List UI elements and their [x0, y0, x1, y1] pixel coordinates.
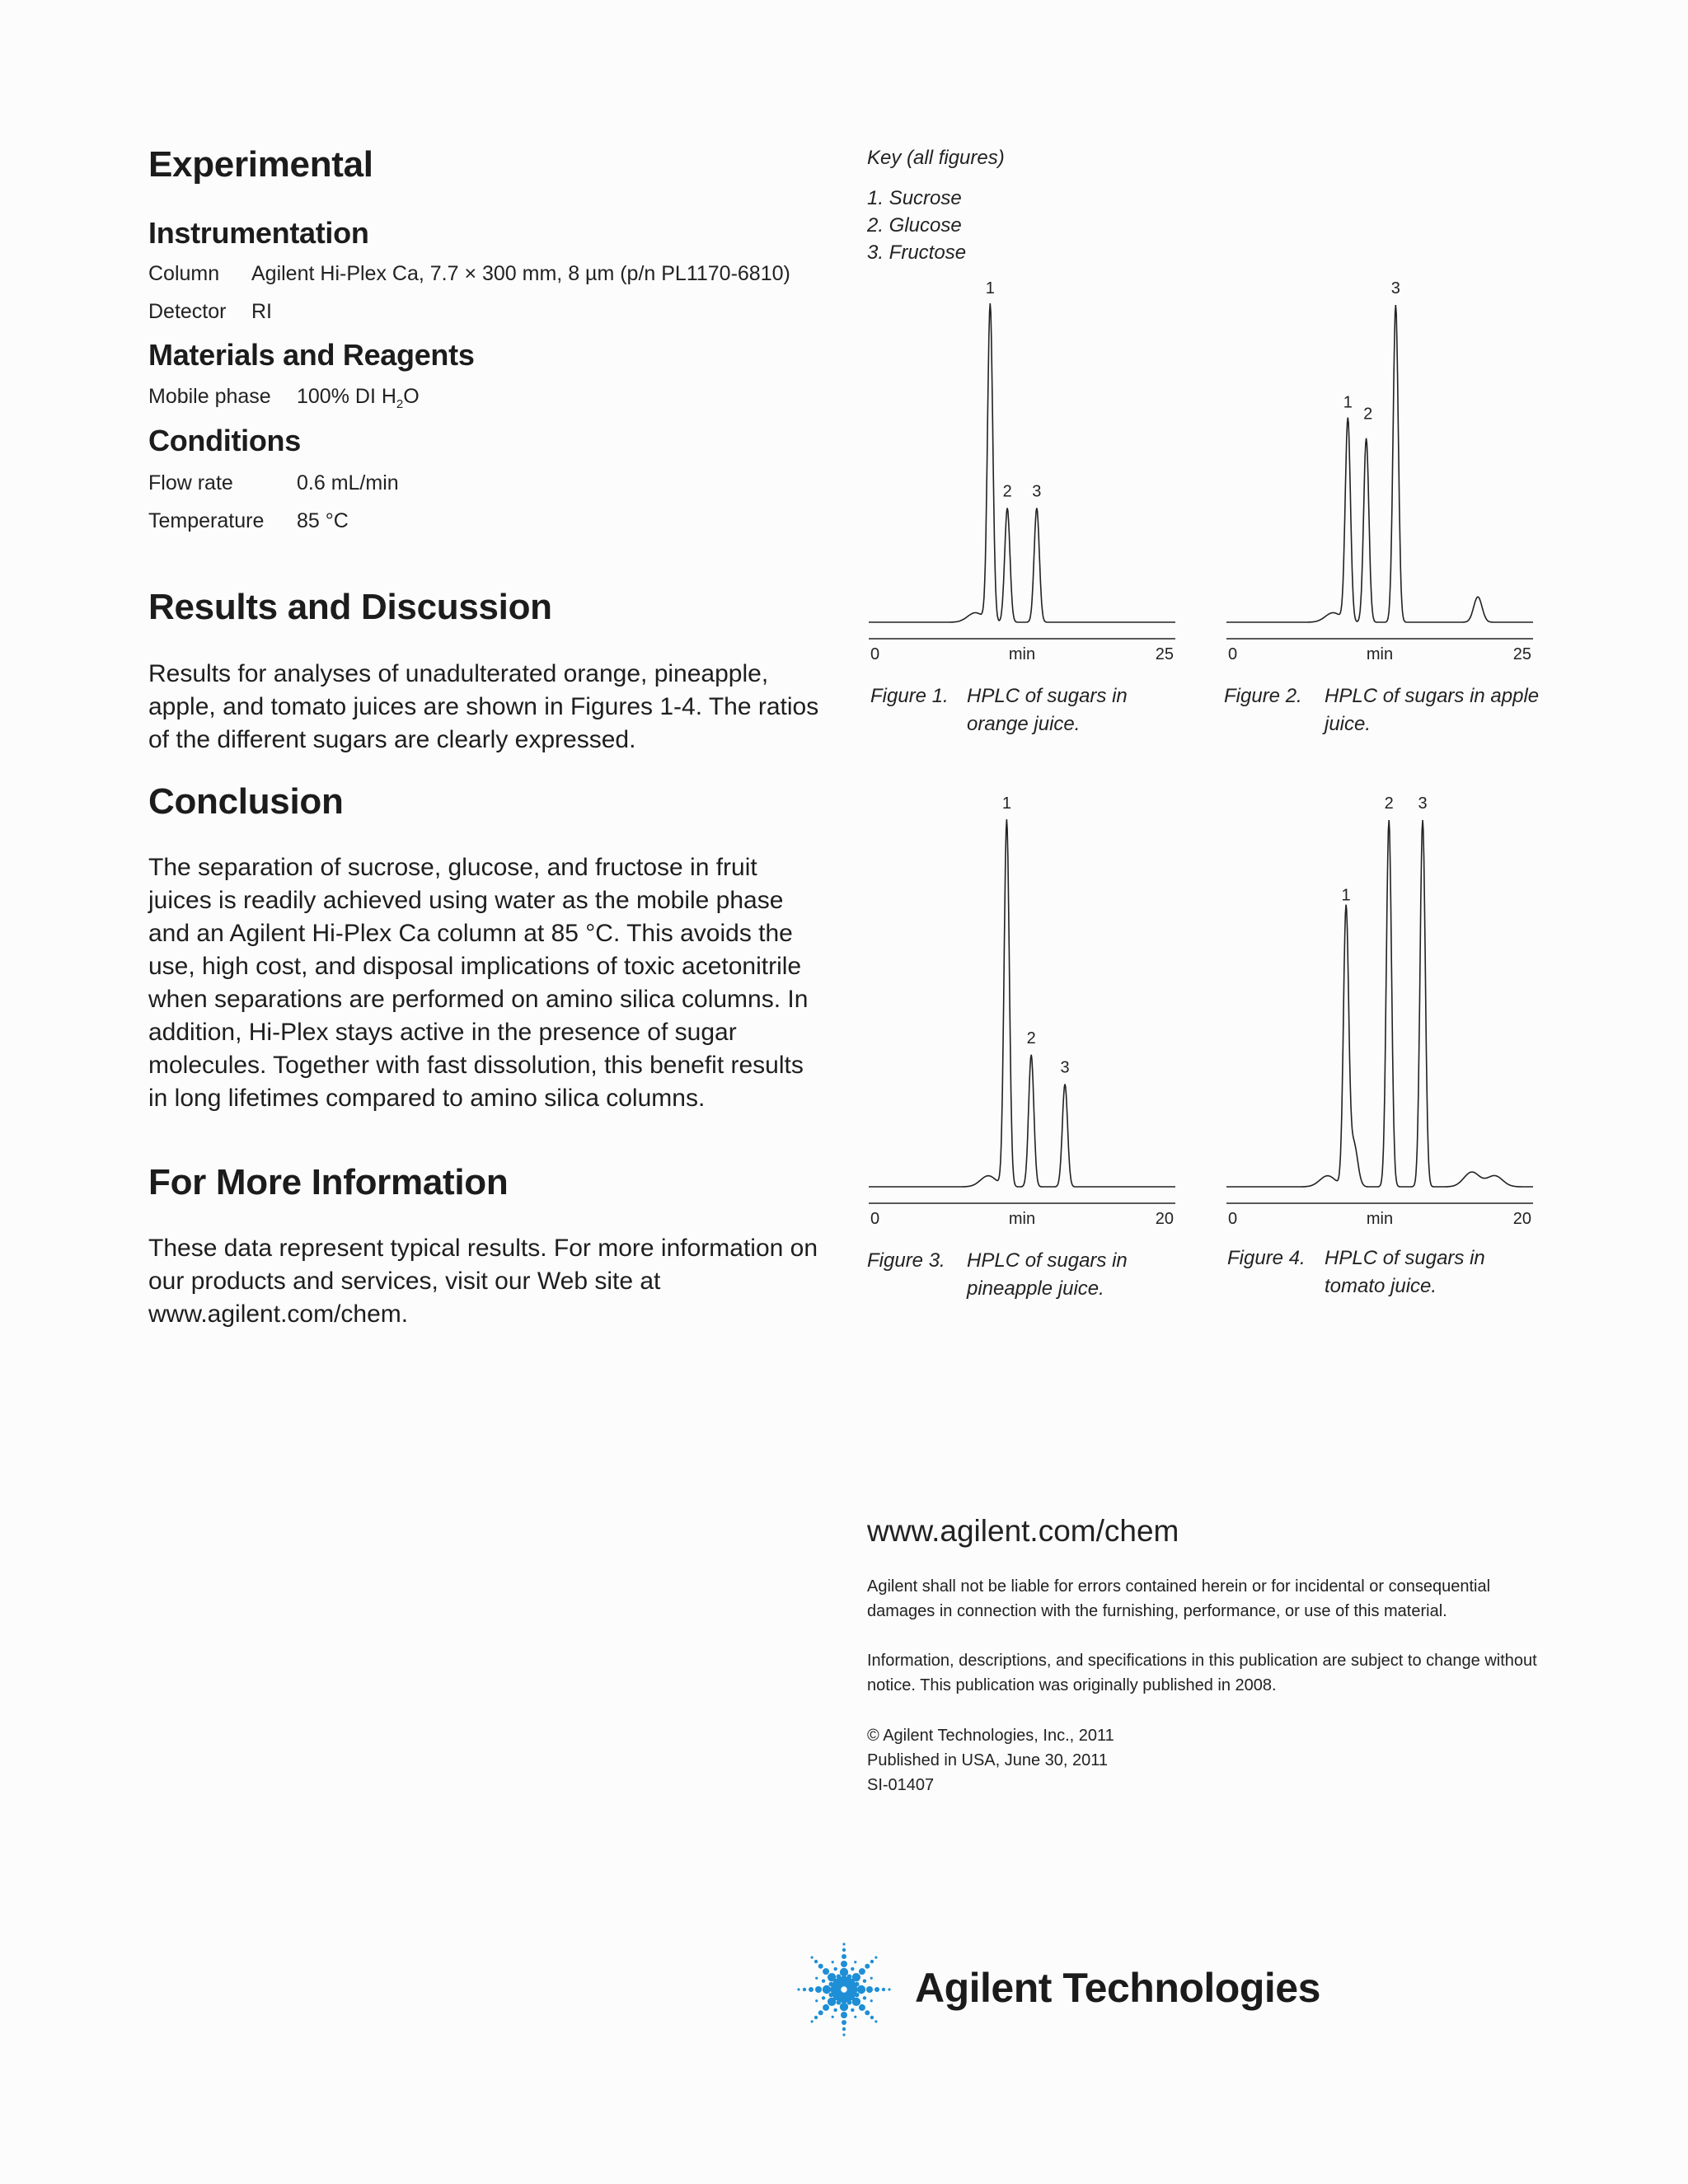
- spark-dot: [847, 1974, 852, 1979]
- caption-figure-2-text: [1325, 682, 1539, 738]
- spark-dot: [863, 1979, 866, 1982]
- spark-dot: [842, 2020, 846, 2025]
- x-axis-label: min: [1366, 1210, 1394, 1228]
- caption-figure-4-text: [1325, 1244, 1485, 1301]
- peak-label-3: 3: [1418, 794, 1428, 813]
- key-title: Key (all figures): [867, 147, 1005, 169]
- spark-dot: [859, 1968, 865, 1975]
- spark-dot: [874, 2020, 877, 2022]
- spark-dot: [841, 2012, 847, 2018]
- peak-label-2: 2: [1026, 1029, 1036, 1047]
- spark-dot: [832, 2016, 834, 2018]
- spark-dot: [870, 2016, 874, 2019]
- spark-dot: [833, 2008, 837, 2012]
- spark-dot: [882, 1988, 885, 1991]
- chart-figure-4: [1223, 771, 1545, 1232]
- footer-published: Published in USA, June 30, 2011: [867, 1751, 1109, 1769]
- instrumentation-heading: Instrumentation: [148, 216, 369, 250]
- chromatogram-trace: [869, 819, 1175, 1187]
- x-tick-label-end: 20: [1512, 1210, 1531, 1228]
- spark-dot: [815, 1986, 822, 1993]
- spark-dot: [815, 1977, 818, 1980]
- chart-figure-3: [865, 771, 1187, 1232]
- spark-dot: [841, 1961, 847, 1967]
- footer-disclaimer: Agilent shall not be liable for errors contained herein or for incidental or consequential damages in connection with the furnishing, performance, or use of this material.: [867, 1577, 1491, 1620]
- peak-label-1: 1: [1001, 794, 1011, 813]
- spark-dot: [822, 1996, 825, 1999]
- caption-figure-1-line-1: HPLC of sugars in: [967, 685, 1128, 707]
- key-item-fructose: 3. Fructose: [867, 241, 967, 264]
- spark-dot: [809, 1987, 814, 1992]
- spark-dot: [842, 1954, 846, 1959]
- spark-dot: [814, 2016, 818, 2019]
- mobile-phase-row: [148, 385, 420, 411]
- spark-dot: [814, 1960, 818, 1963]
- spark-dot: [851, 1967, 854, 1971]
- peak-label-3: 3: [1032, 482, 1042, 501]
- mobile-phase-value: 100% DI H: [297, 385, 396, 408]
- column-row: [148, 262, 790, 286]
- spark-dot: [840, 1968, 848, 1976]
- spark-dot: [852, 1998, 860, 2006]
- x-tick-label-start: 0: [870, 645, 880, 663]
- spark-dot: [851, 2008, 854, 2012]
- x-tick-label-start: 0: [870, 1210, 880, 1228]
- spark-dot: [822, 1979, 825, 1982]
- caption-figure-4-label: Figure 4.: [1227, 1247, 1306, 1269]
- spark-dot: [828, 1982, 833, 1987]
- mobile-phase-subscript: 2: [396, 397, 404, 411]
- detector-label: Detector: [148, 300, 227, 323]
- peak-label-3: 3: [1390, 279, 1400, 298]
- detector-value: RI: [251, 300, 272, 323]
- x-axis-label: min: [1008, 645, 1036, 663]
- spark-dot: [847, 2000, 852, 2005]
- spark-dot: [852, 1973, 860, 1981]
- spark-dot: [865, 1964, 870, 1969]
- peak-label-1: 1: [1341, 886, 1351, 905]
- conclusion-heading: Conclusion: [148, 781, 344, 822]
- caption-figure-2-line-2: juice.: [1325, 713, 1372, 735]
- spark-dot: [842, 2033, 845, 2036]
- peak-label-3: 3: [1060, 1058, 1070, 1077]
- spark-dot: [815, 1999, 818, 2002]
- peak-label-2: 2: [1002, 482, 1012, 501]
- results-paragraph: Results for analyses of unadulterated orange, pineapple, apple, and tomato juices are shown in Figures 1-4. The ratios of the different sugars are clearly expressed.: [148, 660, 819, 753]
- spark-dot: [828, 1993, 833, 1998]
- footer-notice: Information, descriptions, and specifications in this publication are subject to change without notice. This publication was originally published in 2008.: [867, 1652, 1537, 1694]
- caption-figure-1-line-2: orange juice.: [967, 713, 1081, 735]
- results-heading: Results and Discussion: [148, 587, 552, 627]
- spark-dot: [840, 2003, 848, 2011]
- spark-dot: [837, 1974, 842, 1979]
- spark-dot: [855, 1993, 860, 1998]
- more-info-paragraph: These data represent typical results. For more information on our products and services, visit our Web site at www.agilent.com/chem.: [148, 1235, 818, 1328]
- caption-figure-3-line-1: HPLC of sugars in: [967, 1249, 1128, 1272]
- peak-label-2: 2: [1363, 405, 1373, 424]
- spark-dot: [833, 1967, 837, 1971]
- caption-figure-3-line-2: pineapple juice.: [967, 1277, 1104, 1300]
- x-tick-label-end: 25: [1155, 645, 1174, 663]
- spark-dot: [797, 1988, 799, 1990]
- spark-dot: [857, 1985, 865, 1994]
- spark-dot: [854, 1961, 856, 1963]
- experimental-heading: Experimental: [148, 144, 373, 185]
- temperature-value: 85 °C: [297, 509, 349, 532]
- mobile-phase-tail: O: [403, 385, 420, 408]
- footer-copyright: © Agilent Technologies, Inc., 2011: [867, 1727, 1114, 1745]
- chart-figure-1: [865, 264, 1187, 668]
- conditions-heading: Conditions: [148, 424, 301, 457]
- caption-figure-2-label: Figure 2.: [1224, 685, 1302, 707]
- x-tick-label-start: 0: [1228, 1210, 1238, 1228]
- caption-figure-1-text: [967, 682, 1128, 738]
- caption-figure-1: [870, 682, 1184, 740]
- spark-dot: [863, 1996, 866, 1999]
- peak-label-1: 1: [1343, 393, 1353, 412]
- flow-rate-value: 0.6 mL/min: [297, 471, 399, 494]
- key-item-sucrose: 1. Sucrose: [867, 187, 962, 209]
- spark-dot: [870, 1977, 873, 1980]
- chromatogram-trace: [1226, 305, 1533, 622]
- agilent-spark-logo-icon: [793, 1938, 895, 2041]
- x-axis-label: min: [1008, 1210, 1036, 1228]
- spark-dot: [842, 2027, 846, 2031]
- caption-figure-3-label: Figure 3.: [867, 1249, 945, 1272]
- detector-row: [148, 300, 272, 324]
- spark-dot: [811, 1957, 814, 1959]
- spark-dot: [837, 2000, 842, 2005]
- spark-dot: [866, 1986, 873, 1993]
- footer-pub-number: SI-01407: [867, 1776, 935, 1794]
- caption-figure-4-line-1: HPLC of sugars in: [1325, 1247, 1485, 1269]
- caption-figure-1-label: Figure 1.: [870, 685, 949, 707]
- peak-label-2: 2: [1384, 794, 1394, 813]
- flow-rate-row: [148, 471, 399, 495]
- x-tick-label-start: 0: [1228, 645, 1238, 663]
- chart-figure-2: [1223, 264, 1545, 668]
- temperature-row: [148, 509, 349, 533]
- chromatogram-trace: [1226, 820, 1533, 1187]
- materials-heading: Materials and Reagents: [148, 338, 475, 372]
- caption-figure-3-text: [967, 1247, 1128, 1303]
- footer-url[interactable]: www.agilent.com/chem: [867, 1514, 1179, 1548]
- spark-dot: [865, 2010, 870, 2015]
- spark-dot: [828, 1998, 836, 2006]
- spark-dot: [818, 2010, 823, 2015]
- conclusion-paragraph: The separation of sucrose, glucose, and fructose in fruit juices is readily achieved using water as the mobile phase and an Agilent Hi-Plex Ca column at 85 °C. This avoids the use, high cost, and disposal implications of toxic acetonitrile when separations are performed on amino silica columns. In addition, Hi-Plex stays active in the presence of sugar molecules. Together with fast dissolution, this benefit results in long lifetimes compared to amino silica columns.: [148, 854, 809, 1112]
- spark-dot: [818, 1964, 823, 1969]
- spark-dot: [874, 1987, 879, 1992]
- spark-dot: [832, 1961, 834, 1963]
- chromatogram-trace: [869, 303, 1175, 622]
- caption-figure-4-line-2: tomato juice.: [1325, 1275, 1437, 1297]
- caption-figure-2-line-1: HPLC of sugars in apple: [1325, 685, 1540, 707]
- x-tick-label-end: 20: [1155, 1210, 1174, 1228]
- caption-figure-3: [867, 1247, 1180, 1305]
- spark-dot: [823, 1968, 829, 1975]
- spark-dot: [854, 2016, 856, 2018]
- spark-dot: [888, 1988, 890, 1990]
- key-item-glucose: 2. Glucose: [867, 214, 962, 237]
- peak-label-1: 1: [985, 279, 995, 298]
- more-info-heading: For More Information: [148, 1162, 509, 1202]
- spark-dot: [874, 1957, 877, 1959]
- spark-dot: [828, 1973, 836, 1981]
- column-value: Agilent Hi-Plex Ca, 7.7 × 300 mm, 8 µm (p/n PL1170-6810): [251, 262, 790, 285]
- mobile-phase-label: Mobile phase: [148, 385, 271, 408]
- spark-dot: [870, 1999, 873, 2002]
- brand-name: Agilent Technologies: [915, 1965, 1320, 2011]
- temperature-label: Temperature: [148, 509, 265, 532]
- spark-dot: [859, 2004, 865, 2011]
- caption-figure-4: [1227, 1244, 1540, 1302]
- x-tick-label-end: 25: [1512, 645, 1531, 663]
- spark-dot: [811, 2020, 814, 2022]
- spark-dot: [842, 1943, 845, 1945]
- flow-rate-label: Flow rate: [148, 471, 233, 494]
- spark-dot: [842, 1948, 846, 1952]
- spark-dot: [870, 1960, 874, 1963]
- x-axis-label: min: [1366, 645, 1394, 663]
- caption-figure-2: [1224, 682, 1554, 740]
- spark-dot: [803, 1988, 806, 1991]
- column-label: Column: [148, 262, 220, 285]
- spark-dot: [855, 1982, 860, 1987]
- spark-dot: [823, 2004, 829, 2011]
- spark-dot: [823, 1985, 831, 1994]
